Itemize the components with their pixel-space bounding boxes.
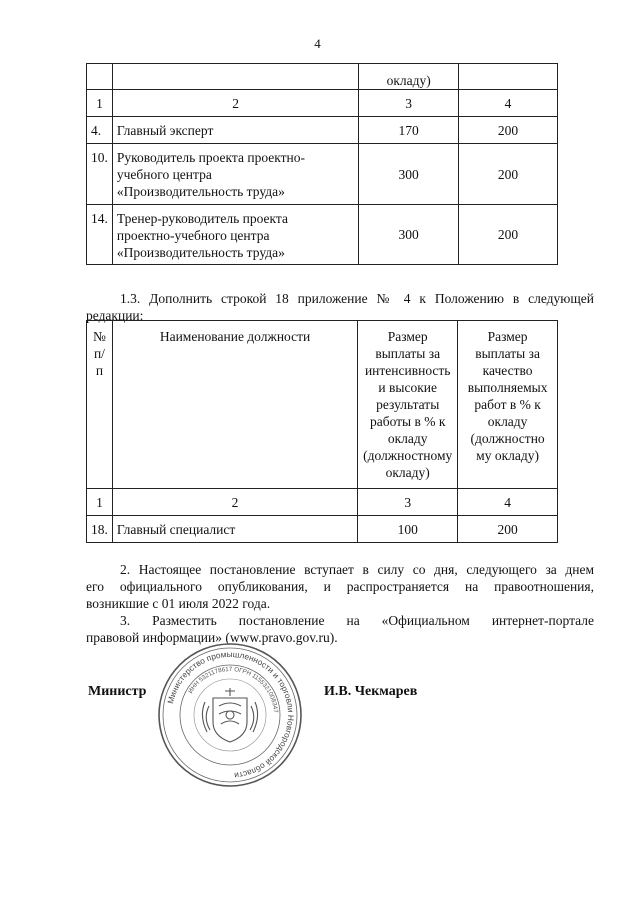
- position-name-line: Руководитель проекта проектно-: [116, 150, 305, 165]
- paragraph-2: [86, 561, 594, 612]
- table-row: [87, 516, 558, 543]
- table-cell: 3: [358, 489, 458, 516]
- table-cell: 1: [87, 90, 113, 117]
- header-line: результаты: [376, 397, 440, 412]
- paragraph-text: 2. Настоящее постановление вступает в силу со дня, следующего за днем: [120, 562, 594, 577]
- table-cell: 2: [112, 489, 357, 516]
- header-line: окладу: [387, 431, 428, 446]
- table-row: [87, 144, 558, 205]
- position-name-line: «Производительность труда»: [116, 245, 285, 260]
- header-line: и высокие: [378, 380, 437, 395]
- seal-inner-text: ИНН 5321178617 ОГРН 1155321008347: [187, 665, 279, 714]
- table-header-numbers: [87, 90, 558, 117]
- signatory-title: Министр: [88, 684, 147, 699]
- table-cell: 1: [87, 489, 113, 516]
- position-name: Главный специалист: [112, 516, 357, 543]
- paragraph-line: редакции:: [86, 308, 144, 323]
- paragraph-line: [86, 290, 594, 307]
- table-row: [87, 117, 558, 144]
- paragraph-text: 3. Разместить постановление на «Официальном интернет-портале: [120, 613, 594, 628]
- header-line: работ в % к: [474, 397, 541, 412]
- header-intensity-payment: [358, 321, 458, 489]
- positions-table-new-row: [86, 320, 558, 543]
- header-line: (должностно: [470, 431, 545, 446]
- row-number: 18.: [87, 516, 113, 543]
- table-cell: 2: [112, 90, 359, 117]
- page-number: 4: [314, 36, 321, 51]
- header-line: выплаты за: [375, 346, 441, 361]
- header-line: (должностному: [363, 448, 453, 463]
- signatory-name: И.В. Чекмарев: [324, 684, 418, 699]
- table-header-numbers: [87, 489, 558, 516]
- position-name-line: проектно-учебного центра: [116, 228, 270, 243]
- paragraph-line: [86, 561, 594, 578]
- official-seal-stamp: [155, 640, 305, 790]
- header-number-column: [87, 321, 113, 489]
- header-line: му окладу): [476, 448, 539, 463]
- header-line: Размер: [387, 329, 428, 344]
- table-header: [87, 321, 558, 489]
- position-name: [112, 144, 359, 205]
- positions-table-continued: [86, 63, 558, 265]
- quality-value: 200: [458, 117, 557, 144]
- header-line: №: [92, 329, 106, 344]
- intensity-value: 300: [359, 205, 458, 265]
- paragraph-line: его официального опубликования, и распространяется на правоотношения,: [86, 579, 594, 594]
- row-number: 10.: [87, 144, 113, 205]
- header-line: окладу): [385, 465, 430, 480]
- table-cell: 4: [458, 90, 557, 117]
- intensity-value: 100: [358, 516, 458, 543]
- table-row: [87, 64, 558, 90]
- table-cell: 3: [359, 90, 458, 117]
- table-cell: [112, 64, 359, 90]
- paragraph-1-3: [86, 290, 594, 324]
- header-line: выплаты за: [475, 346, 540, 361]
- table-cell: [87, 64, 113, 90]
- header-line: выполняемых: [467, 380, 548, 395]
- table-cell: [458, 64, 557, 90]
- intensity-value: 300: [359, 144, 458, 205]
- header-line: Размер: [487, 329, 528, 344]
- header-line: окладу: [487, 414, 528, 429]
- table-cell: окладу): [359, 64, 458, 90]
- quality-value: 200: [458, 516, 558, 543]
- position-name-line: «Производительность труда»: [116, 184, 285, 199]
- paragraph-line: правовой информации» (www.pravo.gov.ru).: [86, 630, 338, 645]
- table-cell: 4: [458, 489, 558, 516]
- row-number: 4.: [87, 117, 113, 144]
- header-position-name: Наименование должности: [112, 321, 357, 489]
- position-name-line: Главный эксперт: [116, 122, 214, 138]
- position-name: [112, 117, 359, 144]
- table-row: [87, 205, 558, 265]
- position-name: [112, 205, 359, 265]
- quality-value: 200: [458, 205, 557, 265]
- seal-outer-text: Министерство промышленности и торговли Новгородской области: [165, 648, 297, 781]
- quality-value: 200: [458, 144, 557, 205]
- paragraph-text: 1.3. Дополнить строкой 18 приложение № 4 к Положению в следующей: [120, 291, 594, 306]
- header-line: п/п: [93, 346, 105, 378]
- paragraph-line: [86, 612, 594, 629]
- intensity-value: 170: [359, 117, 458, 144]
- coat-of-arms-icon: [202, 688, 257, 742]
- header-line: работы в % к: [369, 414, 446, 429]
- paragraph-line: возникшие с 01 июля 2022 года.: [86, 596, 271, 611]
- position-name-line: учебного центра: [116, 167, 212, 182]
- header-line: интенсивность: [364, 363, 451, 378]
- header-line: качество: [482, 363, 533, 378]
- row-number: 14.: [87, 205, 113, 265]
- position-name-line: Тренер-руководитель проекта: [116, 211, 288, 226]
- header-quality-payment: [458, 321, 558, 489]
